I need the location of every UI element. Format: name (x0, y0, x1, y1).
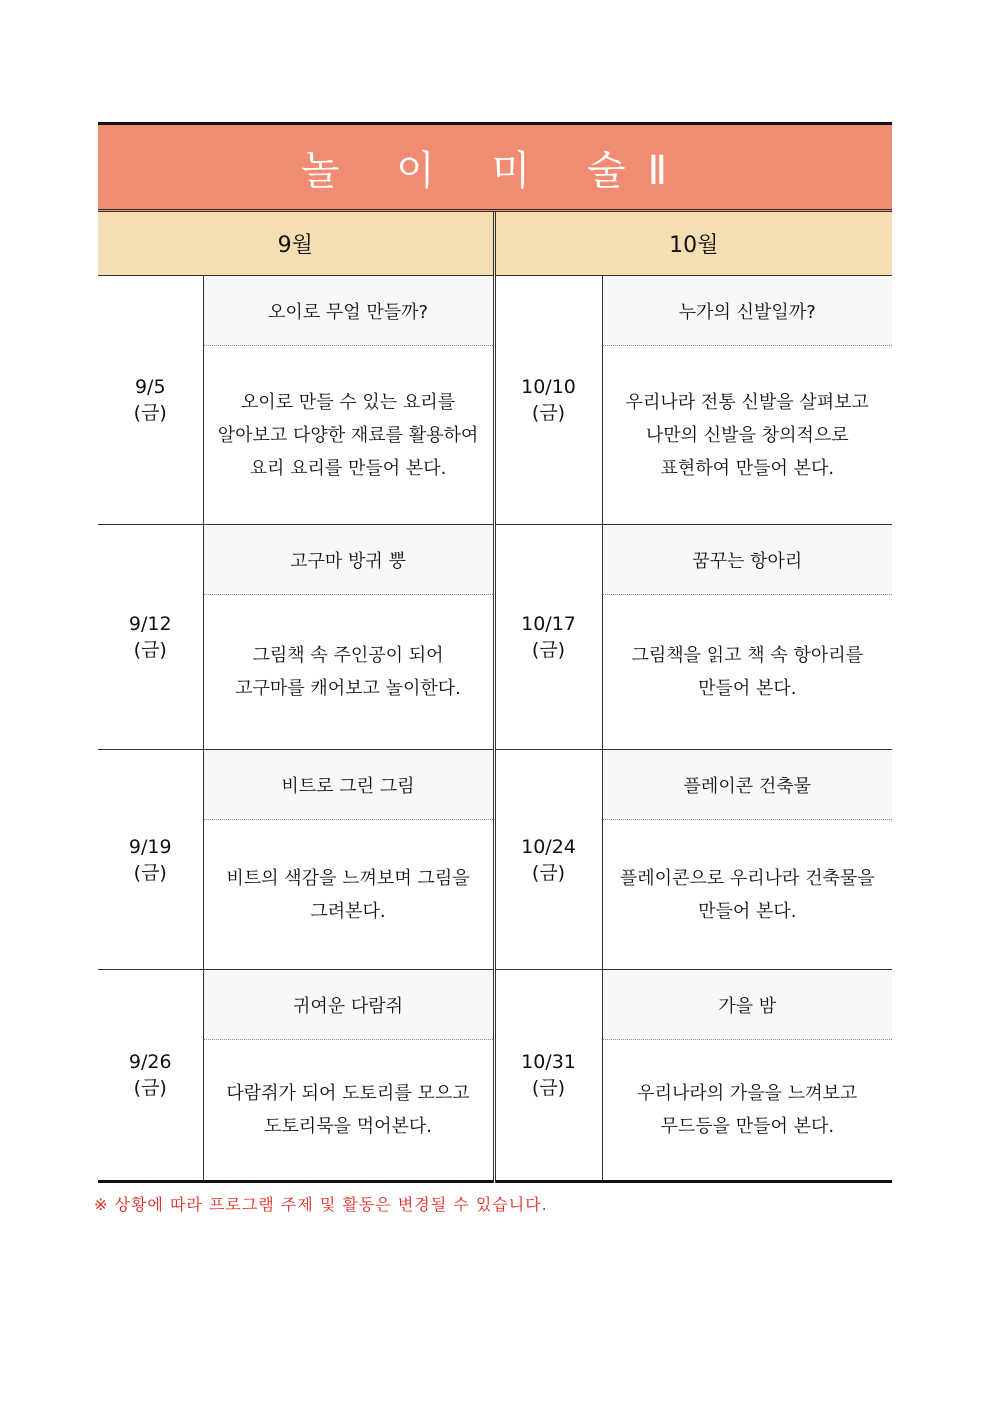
description-line: 도토리묵을 먹어본다. (264, 1116, 432, 1137)
session-date (98, 970, 203, 1182)
description-line: 그림책을 읽고 책 속 항아리를 (631, 645, 864, 666)
session-date (494, 276, 602, 525)
month-header-september: 9월 (98, 211, 494, 276)
activity-topic: 귀여운 다람쥐 (203, 970, 494, 1040)
description-line: 만들어 본다. (698, 900, 797, 922)
activity-topic: 고구마 방귀 뿡 (203, 525, 494, 595)
schedule-table (98, 122, 892, 1183)
session-date (98, 525, 203, 750)
activity-description (203, 346, 494, 525)
weekday-label: (금) (133, 861, 167, 884)
weekday-label: (금) (133, 1077, 167, 1099)
description-line: 알아보고 다양한 재료를 활용하여 (217, 424, 479, 446)
activity-description (203, 1040, 494, 1182)
description-line: 우리나라의 가을을 느껴보고 (637, 1083, 858, 1104)
description-line: 우리나라 전통 신발을 살펴보고 (625, 391, 869, 413)
description-line: 표현하여 만들어 본다. (660, 457, 835, 479)
description-line: 고구마를 캐어보고 놀이한다. (235, 678, 461, 699)
footnote: ※ 상황에 따라 프로그램 주제 및 활동은 변경될 수 있습니다. (94, 1195, 548, 1214)
date-label: 9/26 (128, 1051, 172, 1073)
date-label: 10/24 (521, 835, 576, 858)
session-date (494, 525, 602, 750)
description-line: 나만의 신발을 창의적으로 (645, 424, 849, 446)
date-label: 9/19 (128, 835, 172, 858)
activity-description (602, 820, 892, 970)
date-label: 9/12 (128, 613, 172, 635)
activity-topic: 누가의 신발일까? (602, 276, 892, 346)
description-line: 오이로 만들 수 있는 요리를 (240, 391, 456, 413)
activity-description (203, 820, 494, 970)
activity-description (203, 595, 494, 750)
activity-topic: 플레이콘 건축물 (602, 750, 892, 820)
description-line: 만들어 본다. (698, 678, 797, 699)
month-header-october: 10월 (494, 211, 892, 276)
description-line: 비트의 색감을 느껴보며 그림을 (226, 867, 470, 889)
weekday-label: (금) (531, 639, 566, 661)
session-date (494, 970, 602, 1182)
description-line: 무드등을 만들어 본다. (660, 1116, 835, 1137)
session-date (494, 750, 602, 970)
date-label: 9/5 (134, 376, 166, 398)
activity-topic: 가을 밤 (602, 970, 892, 1040)
page-title: 놀 이 미 술Ⅱ (98, 124, 892, 211)
date-label: 10/31 (521, 1051, 576, 1073)
session-date (98, 750, 203, 970)
date-label: 10/10 (521, 376, 576, 398)
activity-description (602, 346, 892, 525)
weekday-label: (금) (133, 639, 167, 661)
description-line: 그려본다. (310, 900, 386, 922)
description-line: 그림책 속 주인공이 되어 (252, 645, 444, 666)
description-line: 플레이콘으로 우리나라 건축물을 (619, 867, 875, 889)
session-date (98, 276, 203, 525)
activity-topic: 오이로 무얼 만들까? (203, 276, 494, 346)
activity-topic: 비트로 그린 그림 (203, 750, 494, 820)
weekday-label: (금) (531, 861, 566, 884)
description-line: 요리 요리를 만들어 본다. (249, 457, 447, 479)
activity-description (602, 1040, 892, 1182)
weekday-label: (금) (531, 402, 566, 424)
activity-description (602, 595, 892, 750)
date-label: 10/17 (521, 613, 576, 635)
activity-topic: 꿈꾸는 항아리 (602, 525, 892, 595)
weekday-label: (금) (531, 1077, 566, 1099)
weekday-label: (금) (133, 402, 167, 424)
description-line: 다람쥐가 되어 도토리를 모으고 (226, 1083, 470, 1104)
